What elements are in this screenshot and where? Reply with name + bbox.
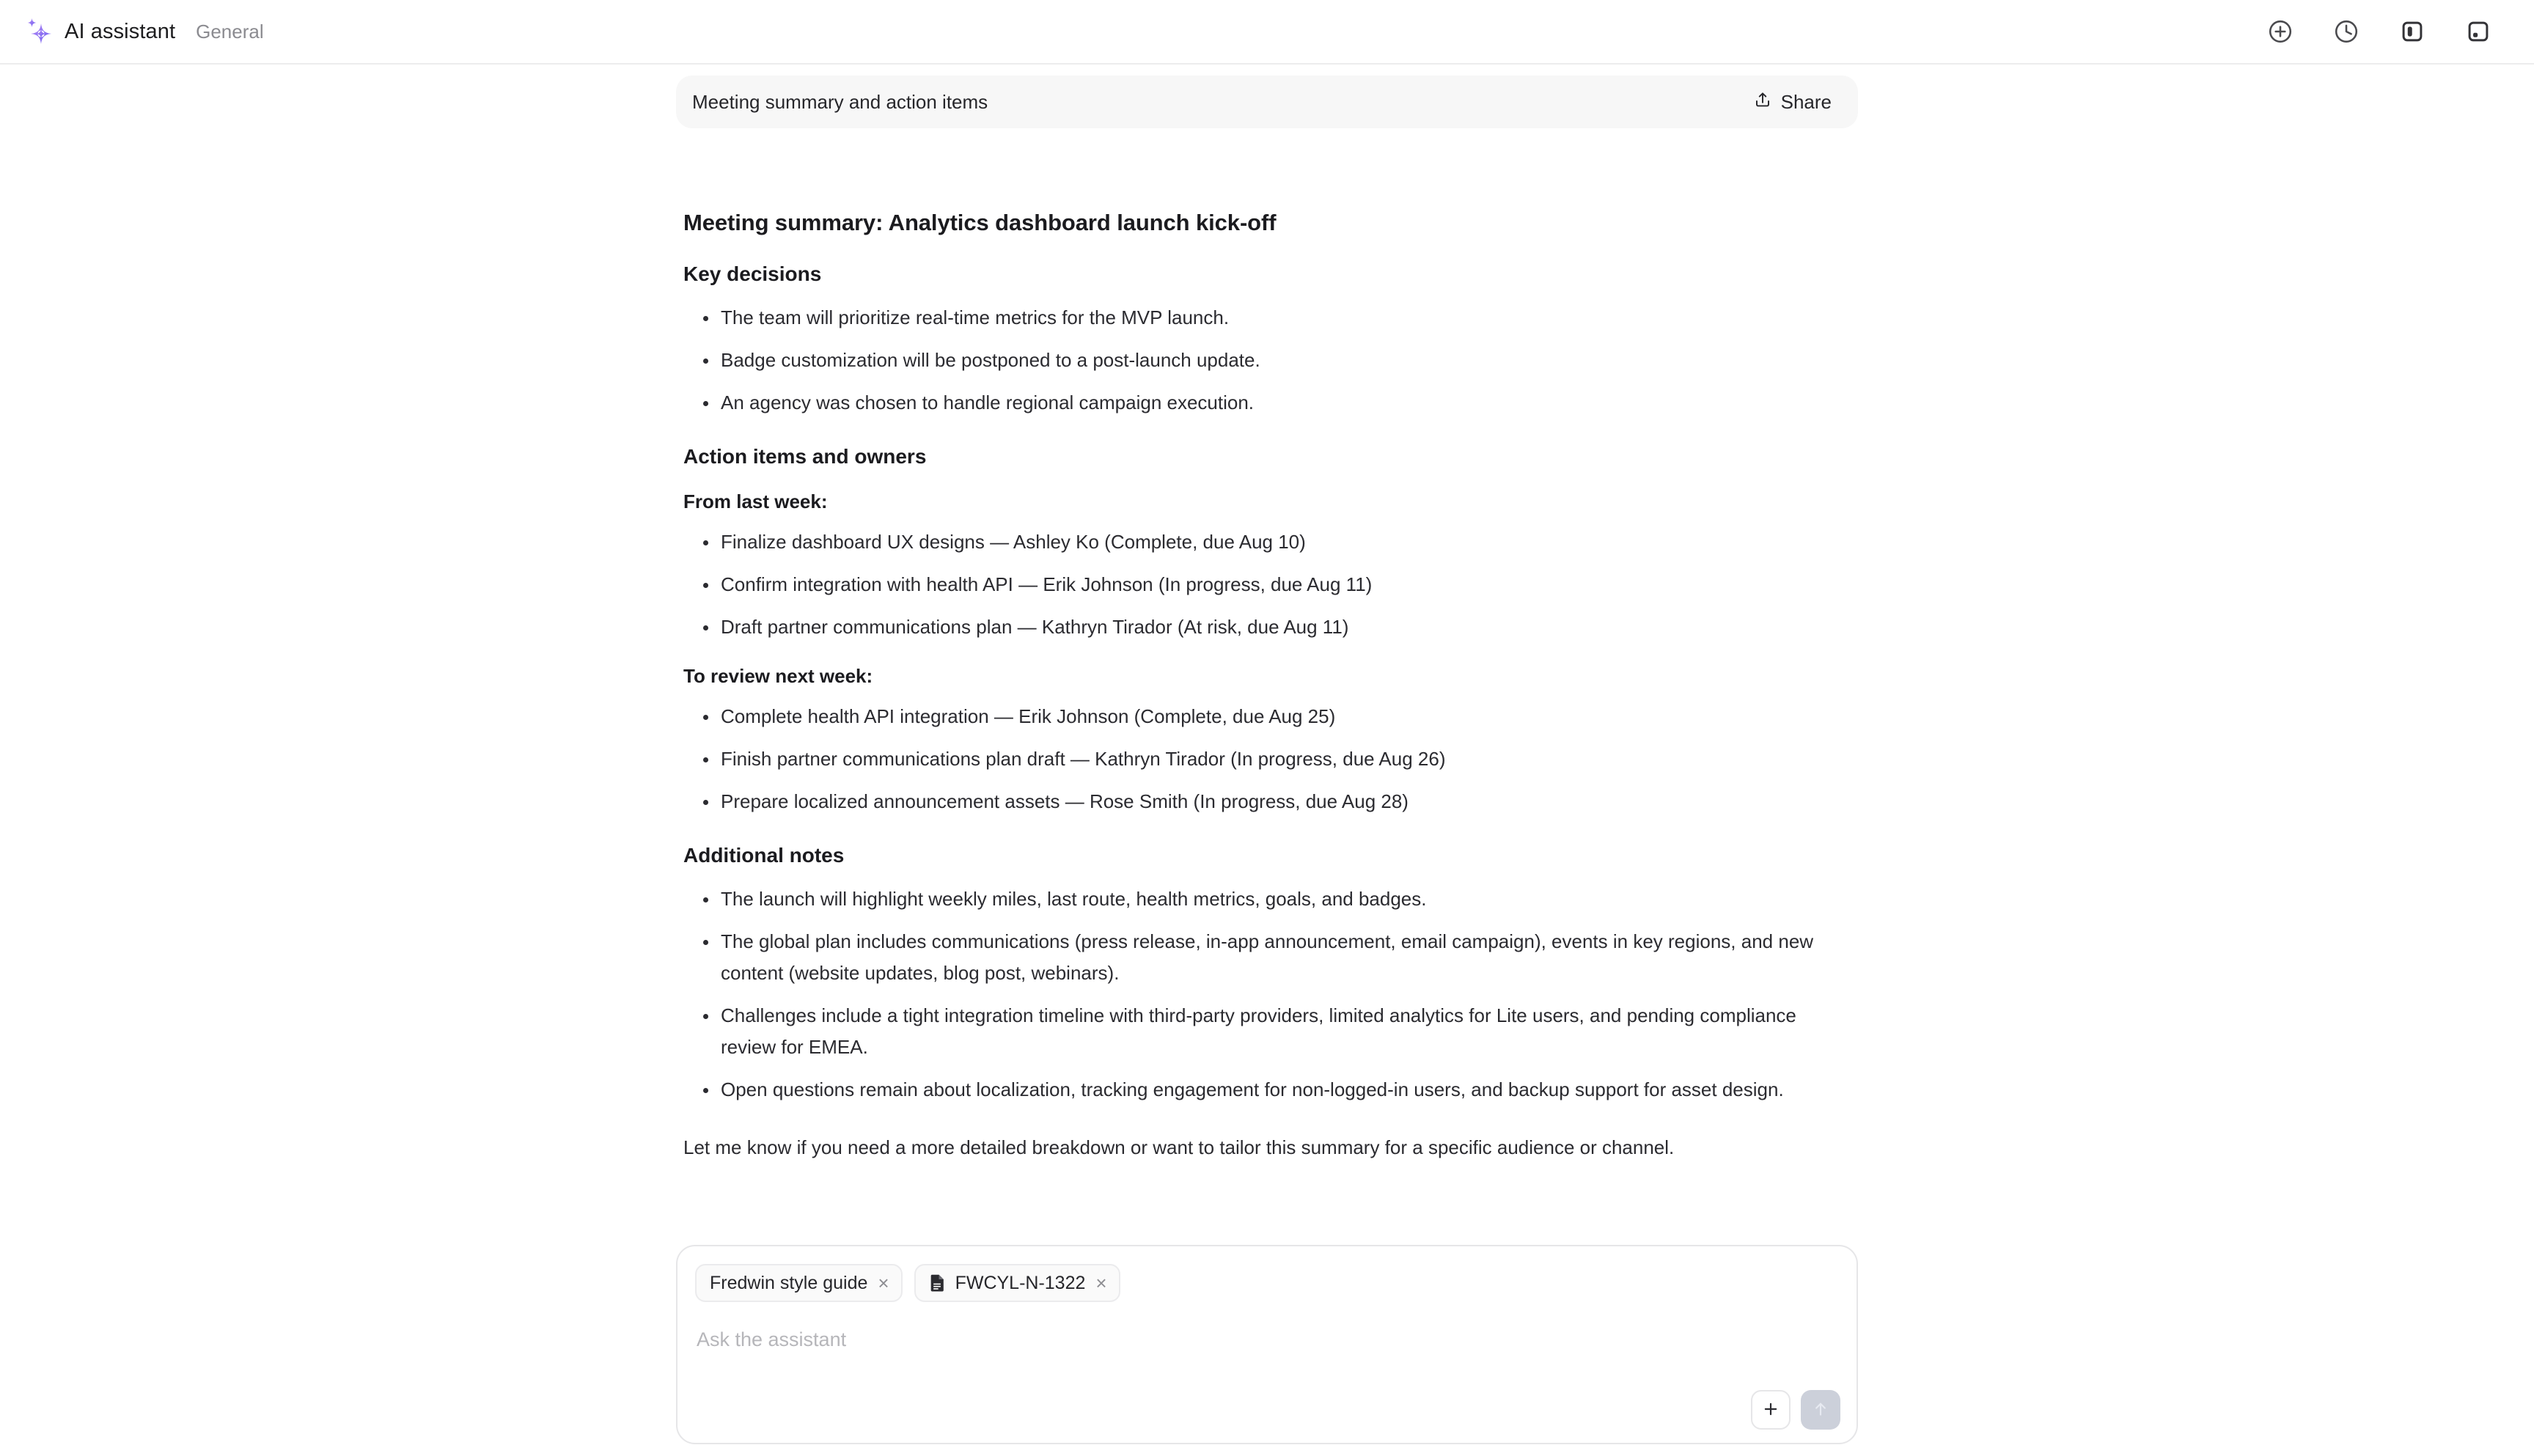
composer[interactable]	[676, 1245, 1858, 1444]
closing-paragraph: Let me know if you need a more detailed breakdown or want to tailor this summary for a specific audience or channel.	[683, 1136, 1675, 1158]
workspace-label: General	[196, 20, 264, 43]
context-chip-label: FWCYL-N-1322	[955, 1272, 1086, 1293]
share-button[interactable]	[1750, 86, 1835, 119]
send-button[interactable]	[1801, 1390, 1840, 1430]
list-item: Confirm integration with health API — Erik Johnson (In progress, due Aug 11)	[689, 569, 1851, 600]
remove-chip-icon[interactable]: ×	[1095, 1272, 1107, 1294]
section-heading-additional-notes: Additional notes	[683, 844, 845, 867]
remove-chip-icon[interactable]: ×	[878, 1272, 889, 1294]
upload-share-icon	[1753, 90, 1772, 114]
from-last-week-list	[689, 526, 1851, 643]
section-heading-key-decisions: Key decisions	[683, 262, 822, 285]
conversation-header	[676, 76, 1858, 128]
sidebar-panel-icon	[2400, 19, 2425, 44]
header-actions	[2264, 15, 2505, 48]
list-item: An agency was chosen to handle regional campaign execution.	[689, 387, 1851, 419]
toggle-panel-button[interactable]	[2462, 15, 2494, 48]
attach-button[interactable]	[1751, 1390, 1791, 1430]
arrow-up-icon	[1811, 1400, 1830, 1421]
sparkle-icon	[22, 15, 54, 48]
history-button[interactable]	[2330, 15, 2362, 48]
section-heading-action-items: Action items and owners	[683, 445, 927, 468]
list-item: The launch will highlight weekly miles, last route, health metrics, goals, and badges.	[689, 883, 1851, 915]
clock-history-icon	[2333, 18, 2359, 45]
subsection-heading-to-review-next-week: To review next week:	[683, 665, 873, 687]
document-icon	[929, 1273, 947, 1293]
list-item: Complete health API integration — Erik Johnson (Complete, due Aug 25)	[689, 701, 1851, 732]
list-item: Draft partner communications plan — Kathryn Tirador (At risk, due Aug 11)	[689, 611, 1851, 643]
plus-circle-icon	[2267, 18, 2294, 45]
list-item: Challenges include a tight integration timeline with third-party providers, limited analytics for Lite users, and pending compliance review for EMEA.	[689, 1000, 1851, 1063]
list-item: The global plan includes communications (press release, in-app announcement, email campaign), events in key regions, and new content (website updates, blog post, webinars).	[689, 926, 1851, 989]
subsection-heading-from-last-week: From last week:	[683, 490, 828, 512]
app-header	[0, 0, 2534, 65]
key-decisions-list	[689, 302, 1851, 419]
additional-notes-list	[689, 883, 1851, 1106]
list-item: Badge customization will be postponed to a post-launch update.	[689, 345, 1851, 376]
page-title: Meeting summary: Analytics dashboard launch kick-off	[683, 210, 1277, 235]
composer-input[interactable]: Ask the assistant	[697, 1328, 847, 1350]
new-chat-button[interactable]	[2264, 15, 2296, 48]
toggle-sidebar-button[interactable]	[2396, 15, 2428, 48]
list-item: Finalize dashboard UX designs — Ashley Ko (Complete, due Aug 10)	[689, 526, 1851, 558]
context-chips	[695, 1264, 1842, 1302]
composer-actions	[1751, 1390, 1840, 1430]
app-title: AI assistant	[65, 19, 176, 43]
conversation-title: Meeting summary and action items	[692, 90, 988, 113]
brand	[22, 15, 264, 48]
main-content	[676, 65, 1858, 1456]
list-item: The team will prioritize real-time metrics for the MVP launch.	[689, 302, 1851, 334]
list-item: Open questions remain about localization, tracking engagement for non-logged-in users, and backup support for asset design.	[689, 1074, 1851, 1106]
plus-icon	[1761, 1400, 1780, 1421]
assistant-message	[683, 210, 1851, 1163]
bottom-panel-icon	[2466, 19, 2491, 44]
context-chip-document[interactable]	[914, 1264, 1120, 1302]
share-button-label: Share	[1780, 90, 1832, 113]
to-review-next-week-list	[689, 701, 1851, 817]
context-chip-label: Fredwin style guide	[710, 1272, 868, 1293]
list-item: Prepare localized announcement assets — Rose Smith (In progress, due Aug 28)	[689, 786, 1851, 817]
list-item: Finish partner communications plan draft — Kathryn Tirador (In progress, due Aug 26)	[689, 743, 1851, 775]
context-chip-style-guide[interactable]	[695, 1264, 903, 1302]
